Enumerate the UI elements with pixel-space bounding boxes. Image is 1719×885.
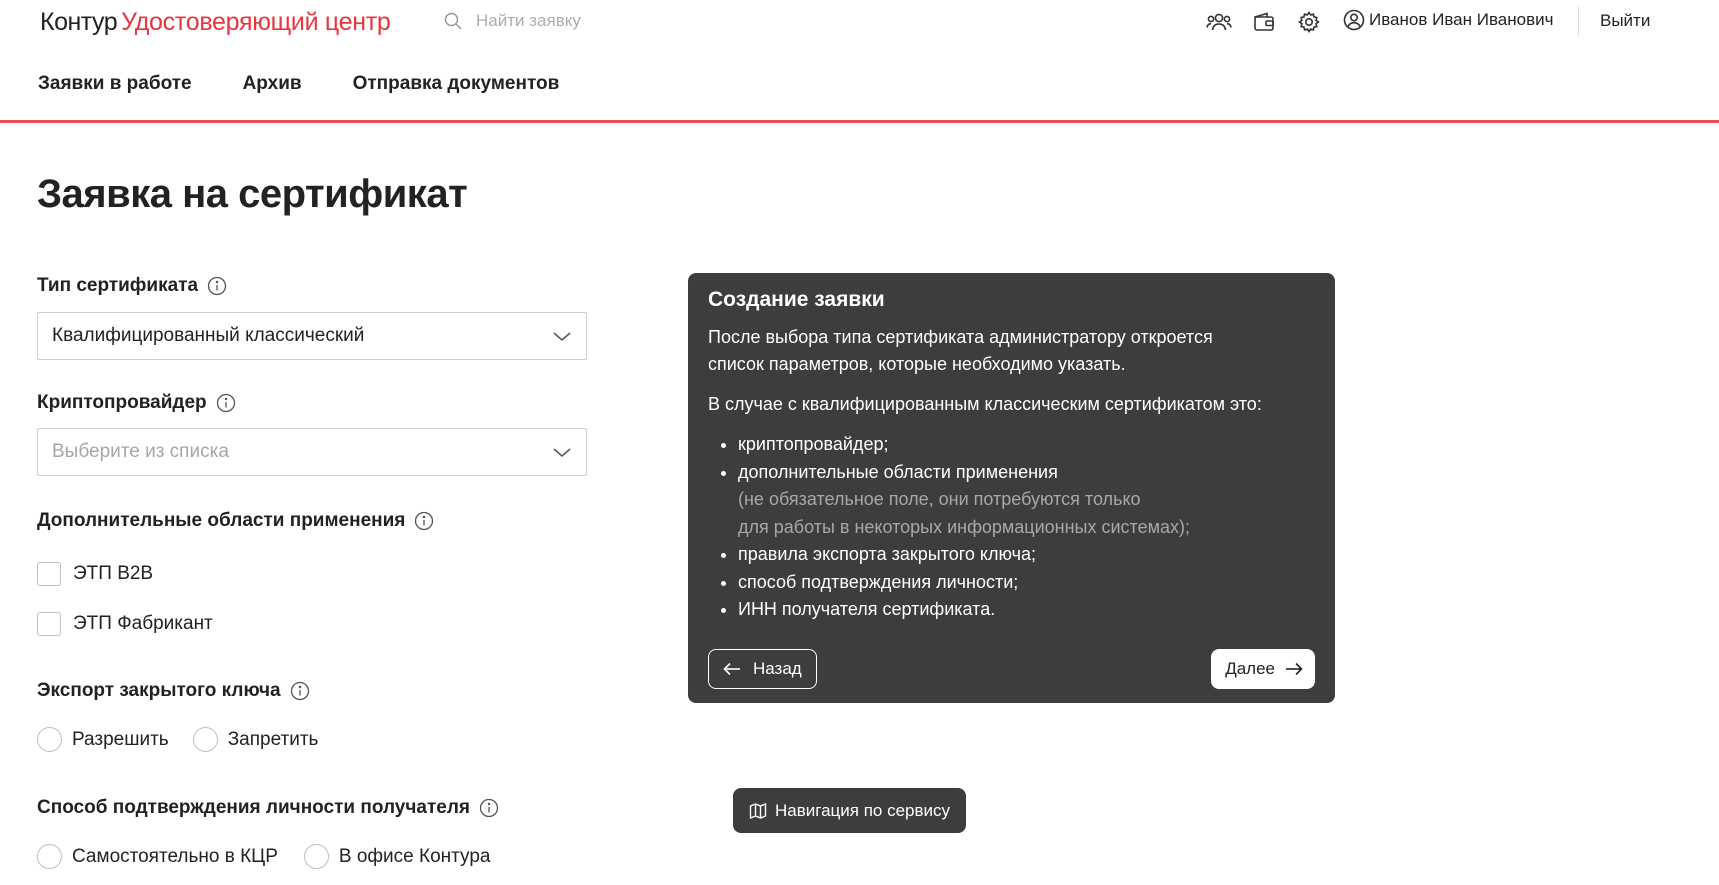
list-item-text: дополнительные области применения xyxy=(738,461,1058,482)
header-accent-line xyxy=(0,120,1719,123)
info-icon[interactable] xyxy=(216,393,236,413)
crypto-label-text: Криптопровайдер xyxy=(37,392,207,413)
list-item: • способ подтверждения личности; xyxy=(738,569,1315,597)
cert-type-value: Квалифицированный классический xyxy=(52,325,365,346)
cert-type-label xyxy=(37,275,227,297)
search-input[interactable] xyxy=(476,11,736,31)
user-circle-icon xyxy=(1343,9,1365,31)
back-button[interactable] xyxy=(708,649,817,689)
header-divider xyxy=(1578,6,1579,36)
arrow-left-icon xyxy=(723,662,741,676)
page-title: Заявка на сертификат xyxy=(37,172,468,216)
key-export-label xyxy=(37,680,310,702)
key-export-label-text: Экспорт закрытого ключа xyxy=(37,680,281,701)
search xyxy=(444,11,736,31)
info-icon[interactable] xyxy=(479,798,499,818)
arrow-right-icon xyxy=(1285,662,1303,676)
wallet-icon[interactable] xyxy=(1251,9,1277,35)
user-menu[interactable] xyxy=(1343,9,1553,31)
chevron-down-icon xyxy=(552,442,572,462)
key-export-radio-group xyxy=(37,727,342,752)
list-item xyxy=(738,459,1315,542)
radio-label: Разрешить xyxy=(72,728,169,750)
list-item: • криптопровайдер; xyxy=(738,431,1315,459)
info-icon[interactable] xyxy=(290,681,310,701)
radio-button[interactable] xyxy=(193,727,218,752)
gear-icon[interactable] xyxy=(1296,9,1322,35)
scopes-label xyxy=(37,510,434,532)
radio-deny[interactable] xyxy=(193,727,319,752)
checkbox[interactable] xyxy=(37,612,61,636)
nav-item-archive[interactable]: Архив xyxy=(242,73,302,94)
crypto-select[interactable] xyxy=(37,428,587,476)
identity-label-text: Способ подтверждения личности получателя xyxy=(37,797,470,818)
logout-link[interactable]: Выйти xyxy=(1600,11,1651,30)
search-icon[interactable] xyxy=(444,12,462,30)
logo-brand: Контур xyxy=(40,8,118,36)
cert-type-select[interactable] xyxy=(37,312,587,360)
tooltip-title: Создание заявки xyxy=(708,288,885,311)
radio-label: В офисе Контура xyxy=(338,845,491,867)
radio-label: Самостоятельно в КЦР xyxy=(72,845,278,867)
tooltip-paragraph-2: В случае с квалифицированным классическим сертификатом это: xyxy=(708,394,1262,414)
map-icon xyxy=(749,802,767,820)
radio-self-kcr[interactable] xyxy=(37,844,278,869)
tooltip-p1-line1: После выбора типа сертификата администратору откроется xyxy=(708,327,1213,347)
info-icon[interactable] xyxy=(414,511,434,531)
radio-button[interactable] xyxy=(37,727,62,752)
info-icon[interactable] xyxy=(207,276,227,296)
checkbox[interactable] xyxy=(37,562,61,586)
identity-radio-group xyxy=(37,844,514,869)
checkbox-label: ЭТП B2B xyxy=(73,563,154,584)
chevron-down-icon xyxy=(552,326,572,346)
radio-button[interactable] xyxy=(304,844,329,869)
scope-option-b2b[interactable] xyxy=(37,562,153,586)
service-navigation-label: Навигация по сервису xyxy=(775,800,951,820)
checkbox-label: ЭТП Фабрикант xyxy=(73,613,213,634)
main-nav xyxy=(38,73,559,95)
scopes-label-text: Дополнительные области применения xyxy=(37,510,406,531)
cert-type-label-text: Тип сертификата xyxy=(37,275,199,296)
service-navigation-button[interactable] xyxy=(733,788,966,833)
radio-button[interactable] xyxy=(37,844,62,869)
list-item: • ИНН получателя сертификата. xyxy=(738,596,1315,624)
crypto-label xyxy=(37,392,236,414)
back-button-label: Назад xyxy=(753,659,802,678)
onboarding-tooltip xyxy=(688,273,1335,703)
nav-item-in-progress[interactable]: Заявки в работе xyxy=(38,73,192,94)
user-name: Иванов Иван Иванович xyxy=(1369,10,1554,29)
identity-label xyxy=(37,797,499,819)
logo-product: Удостоверяющий центр xyxy=(121,8,391,36)
list-item-note: (не обязательное поле, они потребуются только xyxy=(738,489,1141,509)
next-button[interactable] xyxy=(1211,649,1315,689)
tooltip-list xyxy=(708,431,1315,624)
logo[interactable] xyxy=(40,8,391,37)
users-icon[interactable] xyxy=(1206,9,1232,35)
tooltip-paragraph-1 xyxy=(708,324,1315,378)
radio-kontur-office[interactable] xyxy=(304,844,491,869)
crypto-placeholder: Выберите из списка xyxy=(52,441,229,462)
list-item-note: для работы в некоторых информационных системах); xyxy=(738,516,1190,537)
radio-allow[interactable] xyxy=(37,727,169,752)
nav-item-send-documents[interactable]: Отправка документов xyxy=(352,73,560,94)
tooltip-p1-line2: список параметров, которые необходимо указать. xyxy=(708,354,1126,374)
list-item: • правила экспорта закрытого ключа; xyxy=(738,541,1315,569)
scope-option-fabrikant[interactable] xyxy=(37,612,213,636)
next-button-label: Далее xyxy=(1225,659,1275,678)
radio-label: Запретить xyxy=(227,728,319,750)
